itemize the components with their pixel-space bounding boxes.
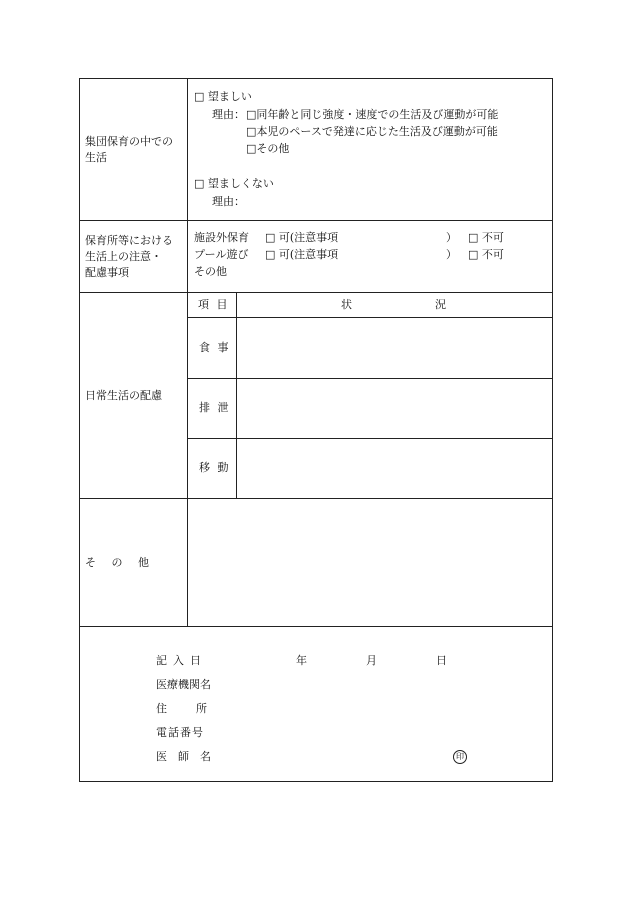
column-header-status-1: 状 bbox=[341, 298, 352, 311]
phone-label: 電話番号 bbox=[156, 726, 204, 739]
section1-label-line1: 集団保育の中での bbox=[85, 135, 173, 148]
pool-ng-checkbox[interactable]: □ 不可 bbox=[468, 248, 504, 261]
pool-close-paren: ） bbox=[446, 248, 457, 261]
excretion-notes-field[interactable] bbox=[238, 380, 550, 437]
column-header-item: 項 目 bbox=[198, 298, 230, 311]
row-excretion-label: 排 泄 bbox=[199, 401, 231, 414]
reason-same-age-checkbox[interactable]: □同年齢と同じ強度・速度での生活及び運動が可能 bbox=[246, 108, 499, 121]
section2-label-line3: 配慮事項 bbox=[85, 266, 129, 279]
seal-icon: 印 bbox=[453, 750, 467, 764]
divider bbox=[236, 292, 237, 498]
row-meal-label: 食 事 bbox=[199, 341, 231, 354]
pool-label: プール遊び bbox=[194, 248, 249, 261]
divider bbox=[80, 626, 552, 627]
divider bbox=[187, 79, 188, 626]
pool-ok-checkbox[interactable]: □ 可(注意事項 bbox=[265, 248, 339, 261]
section2-label-line2: 生活上の注意・ bbox=[85, 250, 162, 263]
divider bbox=[80, 220, 552, 221]
row-movement-label: 移 動 bbox=[199, 461, 231, 474]
reason-own-pace-checkbox[interactable]: □本児のペースで発達に応じた生活及び運動が可能 bbox=[246, 125, 498, 138]
year-label: 年 bbox=[296, 654, 307, 667]
other-section-label: そ の 他 bbox=[85, 556, 155, 569]
other-notes-label: その他 bbox=[194, 265, 227, 278]
column-header-status-2: 況 bbox=[435, 298, 446, 311]
divider bbox=[187, 317, 552, 318]
divider bbox=[187, 438, 552, 439]
other-notes-field[interactable] bbox=[189, 501, 551, 624]
section2-label-line1: 保育所等における bbox=[85, 234, 173, 247]
outing-ok-checkbox[interactable]: □ 可(注意事項 bbox=[265, 231, 339, 244]
reason-no-label: 理由： bbox=[212, 195, 245, 208]
divider bbox=[187, 378, 552, 379]
divider bbox=[80, 498, 552, 499]
movement-notes-field[interactable] bbox=[238, 440, 550, 497]
month-label: 月 bbox=[366, 654, 377, 667]
reason-other-checkbox[interactable]: □その他 bbox=[246, 142, 290, 155]
outing-label: 施設外保育 bbox=[194, 231, 249, 244]
divider bbox=[80, 292, 552, 293]
outing-close-paren: ） bbox=[446, 231, 457, 244]
day-label: 日 bbox=[436, 654, 447, 667]
daily-care-label: 日常生活の配慮 bbox=[85, 389, 162, 402]
entry-date-label: 記入日 bbox=[156, 654, 207, 667]
option-desirable-checkbox[interactable]: □ 望ましい bbox=[194, 90, 252, 103]
option-not-desirable-checkbox[interactable]: □ 望ましくない bbox=[194, 177, 274, 190]
section1-label-line2: 生活 bbox=[85, 151, 107, 164]
medical-form-table bbox=[79, 78, 553, 782]
meal-notes-field[interactable] bbox=[238, 320, 550, 377]
outing-ng-checkbox[interactable]: □ 不可 bbox=[468, 231, 504, 244]
doctor-label: 医師名 bbox=[156, 750, 222, 763]
institution-label: 医療機関名 bbox=[156, 678, 211, 691]
address-label: 住所 bbox=[156, 702, 236, 715]
reason-label: 理由： bbox=[212, 108, 245, 121]
